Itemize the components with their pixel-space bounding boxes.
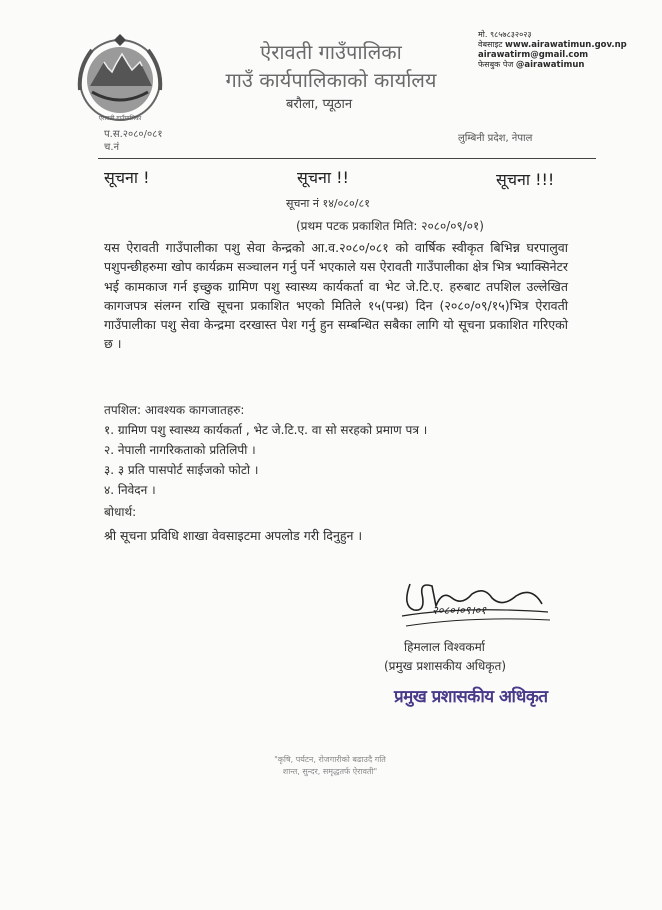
- requirements-list: [104, 420, 427, 500]
- signatory-name: हिमलाल विश्वकर्मा: [404, 640, 485, 654]
- upload-instruction: श्री सूचना प्रविधि शाखा वेवसाइटमा अपलोड गरी दिनुहुन ।: [104, 528, 363, 543]
- office-name: गाउँ कार्यपालिकाको कार्यालय: [225, 68, 437, 92]
- header-divider: [98, 158, 596, 159]
- official-stamp: प्रमुख प्रशासकीय अधिकृत: [394, 687, 548, 707]
- list-item: ४. निवेदन ।: [104, 483, 156, 497]
- first-published-date: (प्रथम पटक प्रकाशित मिति: २०८०/०९/०१): [296, 219, 484, 233]
- contact-website[interactable]: वेबसाइट www.airawatimun.gov.np: [478, 40, 627, 50]
- notice-number: सूचना नं १४/०८०/८१: [286, 197, 370, 210]
- list-item: २. नेपाली नागरिकताको प्रतिलिपी ।: [104, 443, 256, 457]
- contact-email[interactable]: airawatirm@gmail.com: [478, 50, 589, 60]
- notice-label-3: सूचना !!!: [496, 170, 555, 189]
- requirements-heading: तपशिल: आवश्यक कागजातहरु:: [104, 403, 245, 417]
- signature: [392, 576, 552, 636]
- province: लुम्बिनी प्रदेश, नेपाल: [458, 133, 533, 144]
- notice-label-1: सूचना !: [104, 168, 150, 187]
- office-address: बरौला, प्यूठान: [286, 97, 353, 112]
- svg-text:ऐरावती गाउँपालिका: ऐरावती गाउँपालिका: [98, 115, 142, 122]
- list-item: १. ग्रामिण पशु स्वास्थ्य कार्यकर्ता , भेट जे.टि.ए. वा सो सरहको प्रमाण पत्र ।: [104, 423, 428, 437]
- dispatch-number: च.नं: [104, 142, 120, 153]
- fiscal-year: प.स.२०८०/०८१: [104, 129, 163, 140]
- contact-phone: मो. ९८५७८३२०२३: [478, 30, 532, 39]
- footer-slogan: "कृषि, पर्यटन, रोजगारीको बढाउदै गति शान्त, सुन्दर, समृद्धतर्फ ऐरावती": [274, 755, 386, 776]
- contact-facebook[interactable]: फेसबुक पेज @airawatimun: [478, 60, 585, 70]
- info-label: बोधार्थ:: [104, 505, 137, 519]
- notice-body: यस ऐरावती गाउँपालीका पशु सेवा केन्द्रको आ.व.२०८०/०८१ को वार्षिक स्वीकृत बिभिन्न घरपालुवा पशुपन्छीहरुमा खोप कार्यक्रम सञ्चालन गर्नु पर्ने भएकाले यस ऐरावती गाउँपालीका क्षेत्र भित्र भ्याक्सिनेटर भई कामकाज गर्न इच्छुक ग्रामिण पशु स्वास्थ्य कार्यकर्ता वा भेट जे.टि.ए. हरुबाट तपशिल उल्लेखित कागजपत्र संलग्न राखि सूचना प्रकाशित भएको मितिले १५(पन्ध्र) दिन (२०८०/०९/१५)भित्र ऐरावती गाउँपालीका पशु सेवा केन्द्रमा दरखास्त पेश गर्नु हुन सम्बन्धित सबैका लागि यो सूचना प्रकाशित गरिएको छ ।: [104, 240, 568, 352]
- municipality-name: ऐरावती गाउँपालिका: [260, 40, 402, 64]
- municipality-emblem: [74, 32, 166, 124]
- contact-info: [478, 30, 648, 70]
- list-item: ३. ३ प्रति पासपोर्ट साईजको फोटो ।: [104, 463, 259, 477]
- notice-label-2: सूचना !!: [297, 168, 349, 187]
- svg-text:२०८०।०९।०१: २०८०।०९।०१: [432, 604, 487, 617]
- signatory-title: (प्रमुख प्रशासकीय अधिकृत): [384, 659, 507, 673]
- reference-block: [104, 128, 163, 154]
